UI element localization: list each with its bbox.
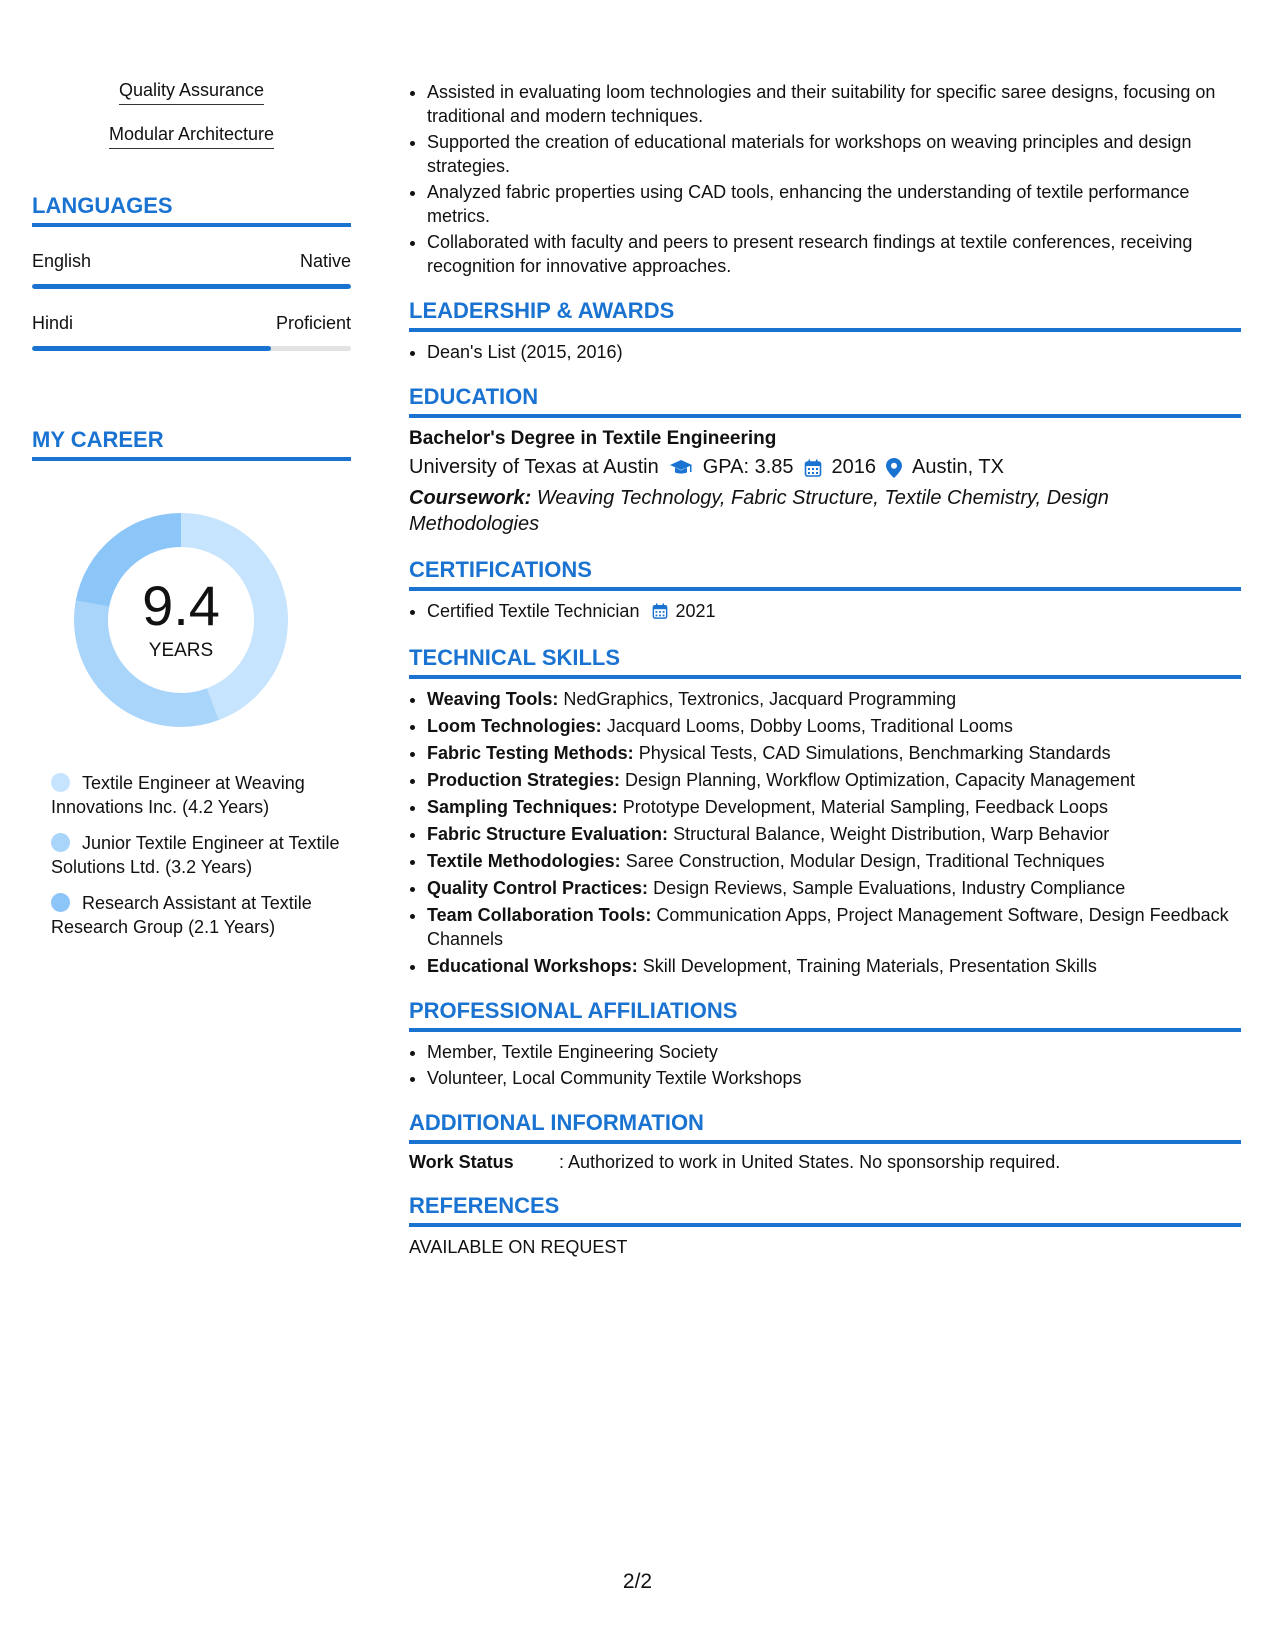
education-year: 2016 (831, 456, 877, 478)
skill-label: Textile Methodologies: (427, 851, 621, 871)
education-location: Austin, TX (912, 456, 1004, 478)
skill-value: NedGraphics, Textronics, Jacquard Programming (563, 689, 957, 709)
legend-item (51, 831, 341, 879)
skill-label: Educational Workshops: (427, 956, 638, 976)
legend-dot (51, 773, 70, 792)
skill-label: Loom Technologies: (427, 716, 602, 736)
list-item (427, 768, 1241, 792)
language-level: Native (299, 251, 351, 271)
language-bar-fill (32, 284, 351, 289)
list-item (427, 687, 1241, 711)
skill-label: Fabric Structure Evaluation: (427, 824, 669, 844)
language-name: Hindi (32, 313, 74, 333)
education-coursework (409, 485, 1241, 537)
education-degree: Bachelor's Degree in Textile Engineering (409, 428, 777, 449)
career-unit: YEARS (148, 640, 214, 661)
education-gpa: GPA: 3.85 (702, 456, 794, 478)
language-item (32, 251, 351, 289)
technical-skills-list (409, 687, 1241, 978)
work-status-value: : Authorized to work in United States. No sponsorship required. (559, 1152, 1061, 1172)
page-number: 2/2 (622, 1570, 653, 1593)
right-column (409, 80, 1241, 1258)
skill-label: Team Collaboration Tools: (427, 905, 652, 925)
calendar-icon (652, 601, 668, 625)
skill-value: Design Planning, Workflow Optimization, Capacity Management (625, 770, 1135, 790)
certifications-list (409, 599, 1241, 625)
languages-heading: LANGUAGES (32, 193, 351, 227)
education-heading: EDUCATION (409, 384, 1241, 418)
skill-tags (32, 80, 351, 149)
certifications-heading: CERTIFICATIONS (409, 557, 1241, 591)
education-details (409, 456, 1241, 479)
work-status-label: Work Status (409, 1152, 514, 1172)
skill-tag: Modular Architecture (109, 124, 274, 149)
list-item: • Dean's List (2015, 2016) (427, 340, 1241, 364)
skill-value: Structural Balance, Weight Distribution, Warp Behavior (673, 824, 1110, 844)
list-item (427, 599, 1241, 625)
affiliations-heading: PROFESSIONAL AFFILIATIONS (409, 998, 1241, 1032)
skill-label: Fabric Testing Methods: (427, 743, 634, 763)
skill-value: Communication Apps, Project Management Software, Design Feedback Channels (427, 905, 1229, 949)
legend-label: Textile Engineer at Weaving Innovations Inc. (4.2 Years) (51, 773, 305, 817)
graduation-cap-icon (669, 459, 693, 477)
technical-skills-heading: TECHNICAL SKILLS (409, 645, 1241, 679)
leadership-heading: LEADERSHIP & AWARDS (409, 298, 1241, 332)
career-donut-chart (66, 505, 296, 735)
location-pin-icon (886, 458, 902, 478)
list-item: • Analyzed fabric properties using CAD tools, enhancing the understanding of textile performance metrics. (427, 180, 1241, 228)
legend-label: Junior Textile Engineer at Textile Solutions Ltd. (3.2 Years) (51, 833, 340, 877)
legend-item (51, 891, 341, 939)
language-bar-fill (32, 346, 271, 351)
career-heading: MY CAREER (32, 427, 351, 461)
leadership-list (409, 340, 1241, 364)
legend-label: Research Assistant at Textile Research Group (2.1 Years) (51, 893, 312, 937)
work-status-row (409, 1152, 1241, 1173)
list-item (427, 714, 1241, 738)
list-item (427, 903, 1241, 951)
left-column (32, 80, 351, 951)
coursework-label: Coursework: (409, 487, 532, 509)
list-item (427, 876, 1241, 900)
list-item (427, 849, 1241, 873)
skill-tag: Quality Assurance (119, 80, 264, 105)
list-item: • Volunteer, Local Community Textile Workshops (427, 1066, 1241, 1090)
skill-label: Production Strategies: (427, 770, 621, 790)
list-item: • Supported the creation of educational materials for workshops on weaving principles and design strategies. (427, 130, 1241, 178)
skill-label: Weaving Tools: (427, 689, 559, 709)
skill-value: Prototype Development, Material Sampling, Feedback Loops (622, 797, 1108, 817)
skill-value: Design Reviews, Sample Evaluations, Industry Compliance (653, 878, 1126, 898)
skill-value: Skill Development, Training Materials, Presentation Skills (642, 956, 1097, 976)
legend-item (51, 771, 341, 819)
language-item (32, 313, 351, 351)
language-bar (32, 346, 351, 351)
references-heading: REFERENCES (409, 1193, 1241, 1227)
list-item (427, 954, 1241, 978)
legend-dot (51, 893, 70, 912)
additional-info-heading: ADDITIONAL INFORMATION (409, 1110, 1241, 1144)
certification-name: Certified Textile Technician (427, 601, 640, 621)
references-text: AVAILABLE ON REQUEST (409, 1237, 628, 1257)
education-school: University of Texas at Austin (409, 456, 659, 478)
skill-value: Saree Construction, Modular Design, Traditional Techniques (625, 851, 1105, 871)
certification-year: 2021 (675, 601, 716, 621)
list-item: • Member, Textile Engineering Society (427, 1040, 1241, 1064)
list-item (427, 741, 1241, 765)
skill-label: Sampling Techniques: (427, 797, 618, 817)
language-level: Proficient (275, 313, 351, 333)
language-name: English (32, 251, 92, 271)
list-item (427, 822, 1241, 846)
career-legend (51, 771, 341, 939)
list-item (427, 795, 1241, 819)
affiliations-list (409, 1040, 1241, 1090)
skill-label: Quality Control Practices: (427, 878, 649, 898)
list-item: • Assisted in evaluating loom technologies and their suitability for specific saree designs, focusing on traditional and modern techniques. (427, 80, 1241, 128)
career-total: 9.4 (142, 574, 220, 637)
list-item: • Collaborated with faculty and peers to present research findings at textile conferences, receiving recognition for innovative approaches. (427, 230, 1241, 278)
experience-bullets (409, 80, 1241, 278)
skill-value: Jacquard Looms, Dobby Looms, Traditional Looms (606, 716, 1013, 736)
coursework-value: Weaving Technology, Fabric Structure, Textile Chemistry, Design Methodologies (409, 487, 1109, 535)
language-bar (32, 284, 351, 289)
skill-value: Physical Tests, CAD Simulations, Benchmarking Standards (638, 743, 1111, 763)
legend-dot (51, 833, 70, 852)
calendar-icon (804, 459, 822, 477)
